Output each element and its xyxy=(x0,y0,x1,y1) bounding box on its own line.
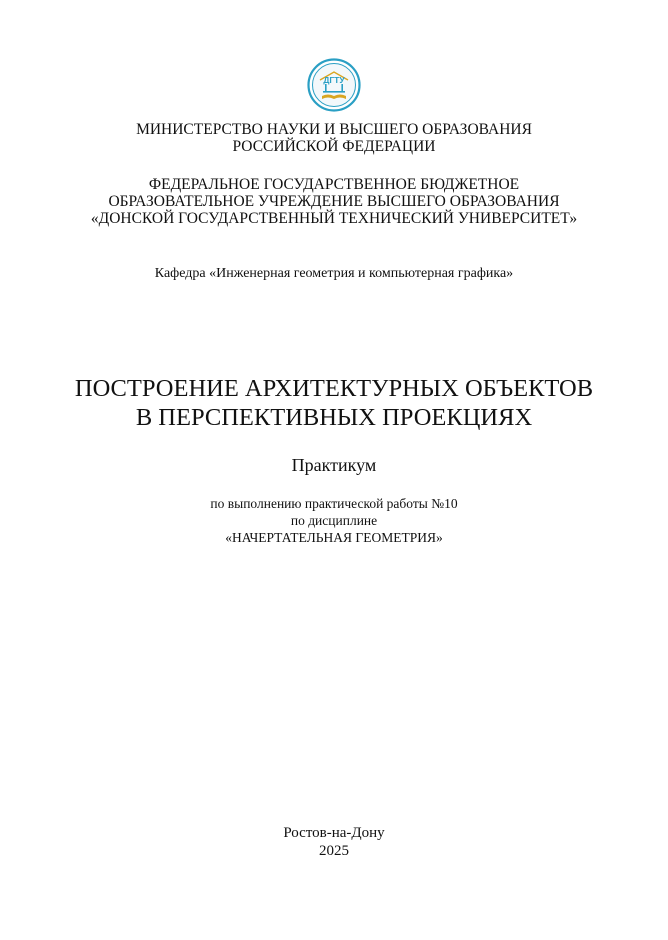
university-line-3: «ДОНСКОЙ ГОСУДАРСТВЕННЫЙ ТЕХНИЧЕСКИЙ УНИВЕРСИТЕТ» xyxy=(90,210,578,227)
ministry-line-2: РОССИЙСКОЙ ФЕДЕРАЦИИ xyxy=(232,138,436,155)
university-emblem-icon xyxy=(307,58,361,112)
logo-text: ДГТУ xyxy=(323,75,345,85)
description-line-3: «НАЧЕРТАТЕЛЬНАЯ ГЕОМЕТРИЯ» xyxy=(225,530,443,545)
footer-year: 2025 xyxy=(319,843,349,859)
description-line-1: по выполнению практической работы №10 xyxy=(210,496,458,511)
document-subtitle: Практикум xyxy=(291,455,377,475)
footer-city: Ростов-на-Дону xyxy=(283,825,385,841)
university-line-1: ФЕДЕРАЛЬНОЕ ГОСУДАРСТВЕННОЕ БЮДЖЕТНОЕ xyxy=(148,176,520,193)
university-line-2: ОБРАЗОВАТЕЛЬНОЕ УЧРЕЖДЕНИЕ ВЫСШЕГО ОБРАЗОВАНИЯ xyxy=(108,193,560,210)
ministry-line-1: МИНИСТЕРСТВО НАУКИ И ВЫСШЕГО ОБРАЗОВАНИЯ xyxy=(136,121,532,138)
description-line-2: по дисциплине xyxy=(290,513,378,528)
document-title-line-2: В ПЕРСПЕКТИВНЫХ ПРОЕКЦИЯХ xyxy=(135,404,533,431)
document-title-line-1: ПОСТРОЕНИЕ АРХИТЕКТУРНЫХ ОБЪЕКТОВ xyxy=(74,375,594,402)
department-name: Кафедра «Инженерная геометрия и компьютерная графика» xyxy=(154,266,514,281)
